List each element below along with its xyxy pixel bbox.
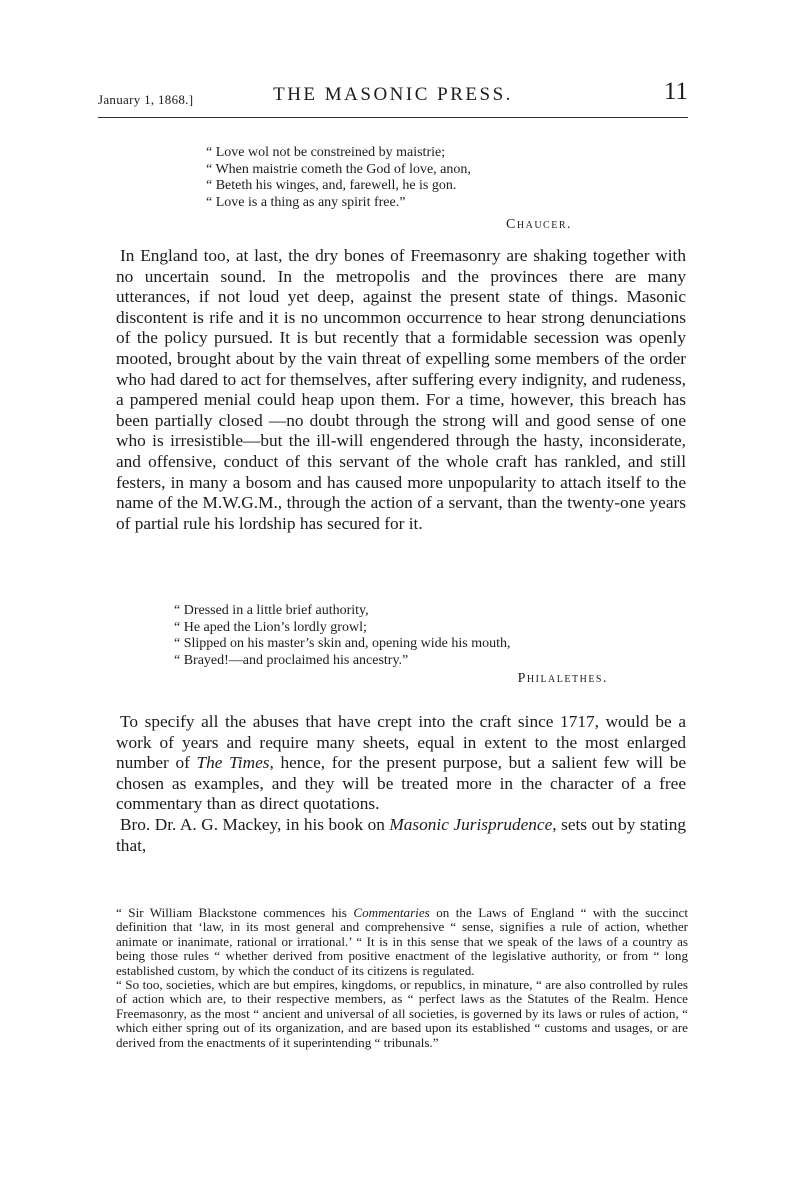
body-paragraph-1 [116,246,686,534]
text-run: Bro. Dr. A. G. Mackey, in his book on [120,814,390,834]
header-date: January 1, 1868.] [98,92,194,107]
verse-line: “ Beteth his winges, and, farewell, he is gon. [206,178,457,194]
header-title: THE MASONIC PRESS. [273,84,513,105]
chaucer-verse [206,145,572,234]
verse-attribution: Philalethes. [517,671,608,687]
quote-paragraph: “ So too, societies, which are but empires, kingdoms, or republics, in minature, “ are also controlled by rules of action which are, to their respective members, as “ perfect laws as the Statutes of the Realm. Hence Freemasonry, as the most “ ancient and universal of all societies, is governed by its laws or rules of action, “ which either spring out of its organization, and are based upon its established “ customs and usages, or are derived from the enactments of it superintending “ tribunals.” [116,977,688,1050]
body-paragraph-2 [116,712,686,856]
verse-line: “ Love wol not be constreined by maistrie; [206,145,446,160]
paragraph-text [116,712,686,815]
running-header [98,80,688,114]
italic-title: The Times [196,753,270,773]
verse-line: “ Slipped on his master’s skin and, opening wide his mouth, [174,636,511,652]
verse-line: “ Love is a thing as any spirit free.” [206,194,406,210]
verse-line: “ When maistrie cometh the God of love, anon, [206,161,471,177]
philalethes-verse [174,603,608,688]
text-run: “ Sir William Blackstone commences his [116,905,354,920]
verse-line: “ He aped the Lion’s lordly growl; [174,619,367,635]
verse-attribution: Chaucer. [506,217,572,233]
mackey-blockquote [116,906,688,1050]
verse-line: “ Brayed!—and proclaimed his ancestry.” [174,652,409,668]
page-number: 11 [663,78,688,105]
paragraph-text [116,815,686,856]
quote-paragraph [116,906,688,978]
paragraph-text: In England too, at last, the dry bones of Freemasonry are shaking together with no uncertain sound. In the metropolis and the provinces there are many utterances, if not loud yet deep, against the present state of things. Masonic discontent is rife and it is no uncommon occurrence to hear strong denunciations of the policy pursued. It is but recently that a formidable secession was openly mooted, brought about by the vain threat of expelling some members of the order who had dared to act for themselves, after suffering every indignity, and rudeness, a pampered menial could heap upon them. For a time, however, this breach has been partially closed —no doubt through the strong will and good sense of one who is irresistible—but the ill-will engendered through the hasty, inconsiderate, and offensive, conduct of this servant of the whole craft has rankled, and still festers, in many a bosom and has caused more unpopularity to attach itself to the name of the M.W.G.M., through the action of a servant, than the twenty-one years of partial rule his lordship has secured for it. [116,246,686,533]
verse-line: “ Dressed in a little brief authority, [174,603,369,618]
header-rule [98,117,688,118]
text-run: , sets out by stating that, [116,814,687,855]
italic-title: Masonic Jurisprudence [389,814,553,834]
text-run: on the Laws of England “ with the succinct definition that ‘law, in its most general and comprehensive “ sense, signifies a rule of action, whether animate or inanimate, rational or irrational.’ “ It is in this sense that we speak of the laws of a country as being those rules “ whether derived from positive enactment of the legislative authority, or from “ long established custom, by which the conduct of its citizens is regulated. [116,905,688,978]
text-run: , hence, for the present purpose, but a salient few will be chosen as examples, and they will be treated more in the character of a free commentary than as direct quotations. [116,753,687,814]
text-run: To specify all the abuses that have crept into the craft since 1717, would be a work of years and require many sheets, equal in extent to the most enlarged number of [116,712,686,773]
italic-title: Commentaries [353,905,430,920]
